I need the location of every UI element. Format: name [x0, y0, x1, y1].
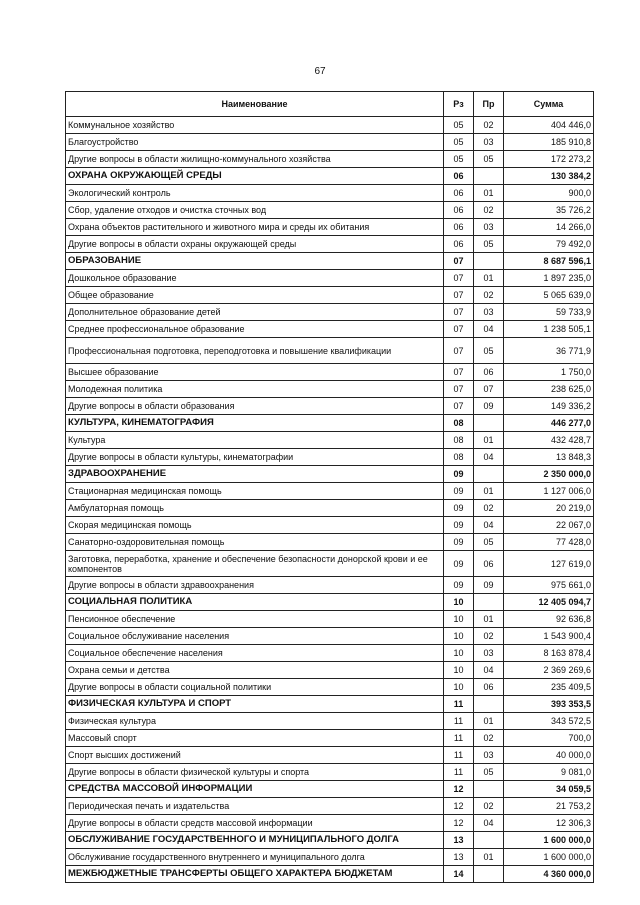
row-pr-cell: 04	[474, 662, 504, 679]
table-section-row	[66, 696, 594, 713]
row-name-cell: Сбор, удаление отходов и очистка сточных вод	[66, 202, 444, 219]
row-pr-cell: 01	[474, 483, 504, 500]
row-sum-cell: 8 687 596,1	[504, 253, 594, 270]
table-row	[66, 398, 594, 415]
row-rz-cell: 07	[444, 304, 474, 321]
row-rz-cell: 05	[444, 117, 474, 134]
table-row	[66, 134, 594, 151]
row-sum-cell: 35 726,2	[504, 202, 594, 219]
row-rz-cell: 06	[444, 168, 474, 185]
row-name-cell: Другие вопросы в области образования	[66, 398, 444, 415]
table-row	[66, 679, 594, 696]
row-sum-cell: 404 446,0	[504, 117, 594, 134]
table-row	[66, 449, 594, 466]
row-sum-cell: 1 600 000,0	[504, 832, 594, 849]
row-pr-cell: 09	[474, 577, 504, 594]
row-rz-cell: 08	[444, 432, 474, 449]
table-row	[66, 483, 594, 500]
row-pr-cell: 05	[474, 534, 504, 551]
row-rz-cell: 06	[444, 219, 474, 236]
row-pr-cell: 02	[474, 500, 504, 517]
header-sum: Сумма	[504, 92, 594, 117]
row-sum-cell: 5 065 639,0	[504, 287, 594, 304]
row-pr-cell: 04	[474, 517, 504, 534]
table-row	[66, 185, 594, 202]
row-pr-cell: 02	[474, 730, 504, 747]
row-pr-cell	[474, 696, 504, 713]
table-row	[66, 577, 594, 594]
table-row	[66, 551, 594, 577]
row-pr-cell	[474, 466, 504, 483]
row-rz-cell: 12	[444, 781, 474, 798]
row-sum-cell: 92 636,8	[504, 611, 594, 628]
row-sum-cell: 149 336,2	[504, 398, 594, 415]
table-row	[66, 364, 594, 381]
row-name-cell: ОБСЛУЖИВАНИЕ ГОСУДАРСТВЕННОГО И МУНИЦИПАЛЬНОГО ДОЛГА	[66, 832, 444, 849]
row-pr-cell: 01	[474, 270, 504, 287]
row-sum-cell: 2 350 000,0	[504, 466, 594, 483]
row-pr-cell: 01	[474, 611, 504, 628]
row-sum-cell: 2 369 269,6	[504, 662, 594, 679]
row-pr-cell	[474, 781, 504, 798]
row-sum-cell: 432 428,7	[504, 432, 594, 449]
row-name-cell: Дошкольное образование	[66, 270, 444, 287]
row-pr-cell: 07	[474, 381, 504, 398]
row-rz-cell: 13	[444, 832, 474, 849]
row-pr-cell	[474, 594, 504, 611]
row-name-cell: КУЛЬТУРА, КИНЕМАТОГРАФИЯ	[66, 415, 444, 432]
row-pr-cell: 03	[474, 645, 504, 662]
table-row	[66, 798, 594, 815]
row-rz-cell: 11	[444, 713, 474, 730]
row-name-cell: Другие вопросы в области культуры, кинематографии	[66, 449, 444, 466]
budget-table	[65, 91, 594, 883]
row-name-cell: Другие вопросы в области охраны окружающей среды	[66, 236, 444, 253]
row-pr-cell: 03	[474, 134, 504, 151]
header-name: Наименование	[66, 92, 444, 117]
row-name-cell: Стационарная медицинская помощь	[66, 483, 444, 500]
table-row	[66, 662, 594, 679]
table-row	[66, 304, 594, 321]
row-sum-cell: 9 081,0	[504, 764, 594, 781]
table-row	[66, 815, 594, 832]
row-name-cell: Пенсионное обеспечение	[66, 611, 444, 628]
row-rz-cell: 06	[444, 185, 474, 202]
row-sum-cell: 12 306,3	[504, 815, 594, 832]
table-row	[66, 321, 594, 338]
row-rz-cell: 14	[444, 866, 474, 883]
table-row	[66, 628, 594, 645]
table-row	[66, 287, 594, 304]
row-rz-cell: 10	[444, 679, 474, 696]
table-section-row	[66, 866, 594, 883]
row-sum-cell: 1 543 900,4	[504, 628, 594, 645]
table-row	[66, 764, 594, 781]
table-row	[66, 432, 594, 449]
table-section-row	[66, 168, 594, 185]
row-rz-cell: 08	[444, 449, 474, 466]
table-row	[66, 645, 594, 662]
row-name-cell: Коммунальное хозяйство	[66, 117, 444, 134]
table-row	[66, 381, 594, 398]
table-row	[66, 849, 594, 866]
table-row	[66, 219, 594, 236]
row-rz-cell: 10	[444, 611, 474, 628]
row-rz-cell: 06	[444, 202, 474, 219]
row-rz-cell: 10	[444, 662, 474, 679]
table-row	[66, 151, 594, 168]
row-pr-cell	[474, 866, 504, 883]
row-pr-cell: 02	[474, 117, 504, 134]
row-name-cell: Спорт высших достижений	[66, 747, 444, 764]
row-rz-cell: 08	[444, 415, 474, 432]
table-row	[66, 270, 594, 287]
row-pr-cell	[474, 832, 504, 849]
table-section-row	[66, 253, 594, 270]
row-sum-cell: 235 409,5	[504, 679, 594, 696]
row-sum-cell: 700,0	[504, 730, 594, 747]
page-number: 67	[314, 66, 326, 77]
row-pr-cell: 03	[474, 219, 504, 236]
row-name-cell: Другие вопросы в области средств массовой информации	[66, 815, 444, 832]
row-pr-cell: 04	[474, 815, 504, 832]
row-name-cell: Амбулаторная помощь	[66, 500, 444, 517]
row-name-cell: Социальное обслуживание населения	[66, 628, 444, 645]
row-sum-cell: 77 428,0	[504, 534, 594, 551]
row-name-cell: Заготовка, переработка, хранение и обеспечение безопасности донорской крови и ее компонентов	[66, 551, 444, 577]
row-name-cell: Другие вопросы в области жилищно-коммунального хозяйства	[66, 151, 444, 168]
row-rz-cell: 07	[444, 270, 474, 287]
row-name-cell: Санаторно-оздоровительная помощь	[66, 534, 444, 551]
row-sum-cell: 40 000,0	[504, 747, 594, 764]
row-rz-cell: 09	[444, 551, 474, 577]
row-pr-cell: 06	[474, 679, 504, 696]
row-name-cell: Общее образование	[66, 287, 444, 304]
row-pr-cell: 05	[474, 236, 504, 253]
row-pr-cell	[474, 168, 504, 185]
row-sum-cell: 238 625,0	[504, 381, 594, 398]
row-rz-cell: 07	[444, 253, 474, 270]
table-row	[66, 730, 594, 747]
row-pr-cell: 04	[474, 321, 504, 338]
row-sum-cell: 20 219,0	[504, 500, 594, 517]
row-pr-cell: 06	[474, 364, 504, 381]
row-pr-cell: 02	[474, 798, 504, 815]
row-rz-cell: 09	[444, 483, 474, 500]
row-sum-cell: 975 661,0	[504, 577, 594, 594]
row-name-cell: Обслуживание государственного внутреннего и муниципального долга	[66, 849, 444, 866]
row-name-cell: Массовый спорт	[66, 730, 444, 747]
table-header-row	[66, 92, 594, 117]
row-name-cell: Периодическая печать и издательства	[66, 798, 444, 815]
row-name-cell: СРЕДСТВА МАССОВОЙ ИНФОРМАЦИИ	[66, 781, 444, 798]
row-name-cell: ЗДРАВООХРАНЕНИЕ	[66, 466, 444, 483]
row-pr-cell: 06	[474, 551, 504, 577]
row-pr-cell: 05	[474, 338, 504, 364]
row-name-cell: Охрана семьи и детства	[66, 662, 444, 679]
row-rz-cell: 11	[444, 696, 474, 713]
row-sum-cell: 393 353,5	[504, 696, 594, 713]
row-name-cell: Среднее профессиональное образование	[66, 321, 444, 338]
row-rz-cell: 09	[444, 534, 474, 551]
row-sum-cell: 4 360 000,0	[504, 866, 594, 883]
row-rz-cell: 12	[444, 798, 474, 815]
row-pr-cell: 02	[474, 202, 504, 219]
row-rz-cell: 09	[444, 577, 474, 594]
row-name-cell: Высшее образование	[66, 364, 444, 381]
row-pr-cell: 04	[474, 449, 504, 466]
row-name-cell: Другие вопросы в области здравоохранения	[66, 577, 444, 594]
row-name-cell: Другие вопросы в области социальной политики	[66, 679, 444, 696]
table-section-row	[66, 594, 594, 611]
row-sum-cell: 185 910,8	[504, 134, 594, 151]
row-name-cell: ФИЗИЧЕСКАЯ КУЛЬТУРА И СПОРТ	[66, 696, 444, 713]
row-name-cell: Физическая культура	[66, 713, 444, 730]
row-rz-cell: 07	[444, 364, 474, 381]
row-rz-cell: 13	[444, 849, 474, 866]
table-section-row	[66, 415, 594, 432]
row-name-cell: Социальное обеспечение населения	[66, 645, 444, 662]
row-pr-cell	[474, 415, 504, 432]
table-row	[66, 517, 594, 534]
row-name-cell: Благоустройство	[66, 134, 444, 151]
row-name-cell: ОБРАЗОВАНИЕ	[66, 253, 444, 270]
row-rz-cell: 09	[444, 466, 474, 483]
row-rz-cell: 05	[444, 134, 474, 151]
row-pr-cell: 05	[474, 151, 504, 168]
table-row	[66, 117, 594, 134]
row-sum-cell: 22 067,0	[504, 517, 594, 534]
row-sum-cell: 79 492,0	[504, 236, 594, 253]
row-sum-cell: 900,0	[504, 185, 594, 202]
row-sum-cell: 8 163 878,4	[504, 645, 594, 662]
table-row	[66, 611, 594, 628]
row-sum-cell: 1 238 505,1	[504, 321, 594, 338]
row-pr-cell	[474, 253, 504, 270]
table-row	[66, 338, 594, 364]
row-rz-cell: 07	[444, 338, 474, 364]
row-sum-cell: 1 600 000,0	[504, 849, 594, 866]
table-row	[66, 202, 594, 219]
row-pr-cell: 03	[474, 304, 504, 321]
row-pr-cell: 02	[474, 287, 504, 304]
row-name-cell: Другие вопросы в области физической культуры и спорта	[66, 764, 444, 781]
row-sum-cell: 34 059,5	[504, 781, 594, 798]
row-rz-cell: 05	[444, 151, 474, 168]
row-pr-cell: 01	[474, 849, 504, 866]
row-rz-cell: 07	[444, 321, 474, 338]
row-rz-cell: 11	[444, 747, 474, 764]
table-row	[66, 534, 594, 551]
table-section-row	[66, 781, 594, 798]
row-name-cell: Скорая медицинская помощь	[66, 517, 444, 534]
header-pr: Пр	[474, 92, 504, 117]
row-name-cell: Культура	[66, 432, 444, 449]
row-pr-cell: 05	[474, 764, 504, 781]
row-pr-cell: 01	[474, 185, 504, 202]
table-row	[66, 236, 594, 253]
row-rz-cell: 07	[444, 287, 474, 304]
row-pr-cell: 01	[474, 432, 504, 449]
row-pr-cell: 01	[474, 713, 504, 730]
row-rz-cell: 10	[444, 645, 474, 662]
row-name-cell: Экологический контроль	[66, 185, 444, 202]
row-sum-cell: 12 405 094,7	[504, 594, 594, 611]
row-sum-cell: 59 733,9	[504, 304, 594, 321]
row-name-cell: ОХРАНА ОКРУЖАЮЩЕЙ СРЕДЫ	[66, 168, 444, 185]
row-rz-cell: 11	[444, 764, 474, 781]
table-row	[66, 500, 594, 517]
row-sum-cell: 1 750,0	[504, 364, 594, 381]
row-rz-cell: 07	[444, 381, 474, 398]
row-pr-cell: 02	[474, 628, 504, 645]
row-rz-cell: 09	[444, 500, 474, 517]
row-name-cell: Дополнительное образование детей	[66, 304, 444, 321]
row-name-cell: СОЦИАЛЬНАЯ ПОЛИТИКА	[66, 594, 444, 611]
row-sum-cell: 172 273,2	[504, 151, 594, 168]
row-name-cell: МЕЖБЮДЖЕТНЫЕ ТРАНСФЕРТЫ ОБЩЕГО ХАРАКТЕРА БЮДЖЕТАМ	[66, 866, 444, 883]
row-sum-cell: 21 753,2	[504, 798, 594, 815]
table-body	[66, 117, 594, 883]
row-sum-cell: 36 771,9	[504, 338, 594, 364]
table-section-row	[66, 832, 594, 849]
row-rz-cell: 10	[444, 594, 474, 611]
row-sum-cell: 14 266,0	[504, 219, 594, 236]
row-sum-cell: 130 384,2	[504, 168, 594, 185]
row-rz-cell: 07	[444, 398, 474, 415]
row-sum-cell: 127 619,0	[504, 551, 594, 577]
header-rz: Рз	[444, 92, 474, 117]
row-name-cell: Молодежная политика	[66, 381, 444, 398]
row-rz-cell: 12	[444, 815, 474, 832]
row-name-cell: Профессиональная подготовка, переподготовка и повышение квалификации	[66, 338, 444, 364]
table-section-row	[66, 466, 594, 483]
row-pr-cell: 09	[474, 398, 504, 415]
row-pr-cell: 03	[474, 747, 504, 764]
row-sum-cell: 343 572,5	[504, 713, 594, 730]
row-sum-cell: 1 897 235,0	[504, 270, 594, 287]
table-row	[66, 747, 594, 764]
row-rz-cell: 06	[444, 236, 474, 253]
row-rz-cell: 09	[444, 517, 474, 534]
row-sum-cell: 13 848,3	[504, 449, 594, 466]
row-sum-cell: 446 277,0	[504, 415, 594, 432]
table-row	[66, 713, 594, 730]
row-sum-cell: 1 127 006,0	[504, 483, 594, 500]
row-rz-cell: 10	[444, 628, 474, 645]
row-name-cell: Охрана объектов растительного и животного мира и среды их обитания	[66, 219, 444, 236]
row-rz-cell: 11	[444, 730, 474, 747]
